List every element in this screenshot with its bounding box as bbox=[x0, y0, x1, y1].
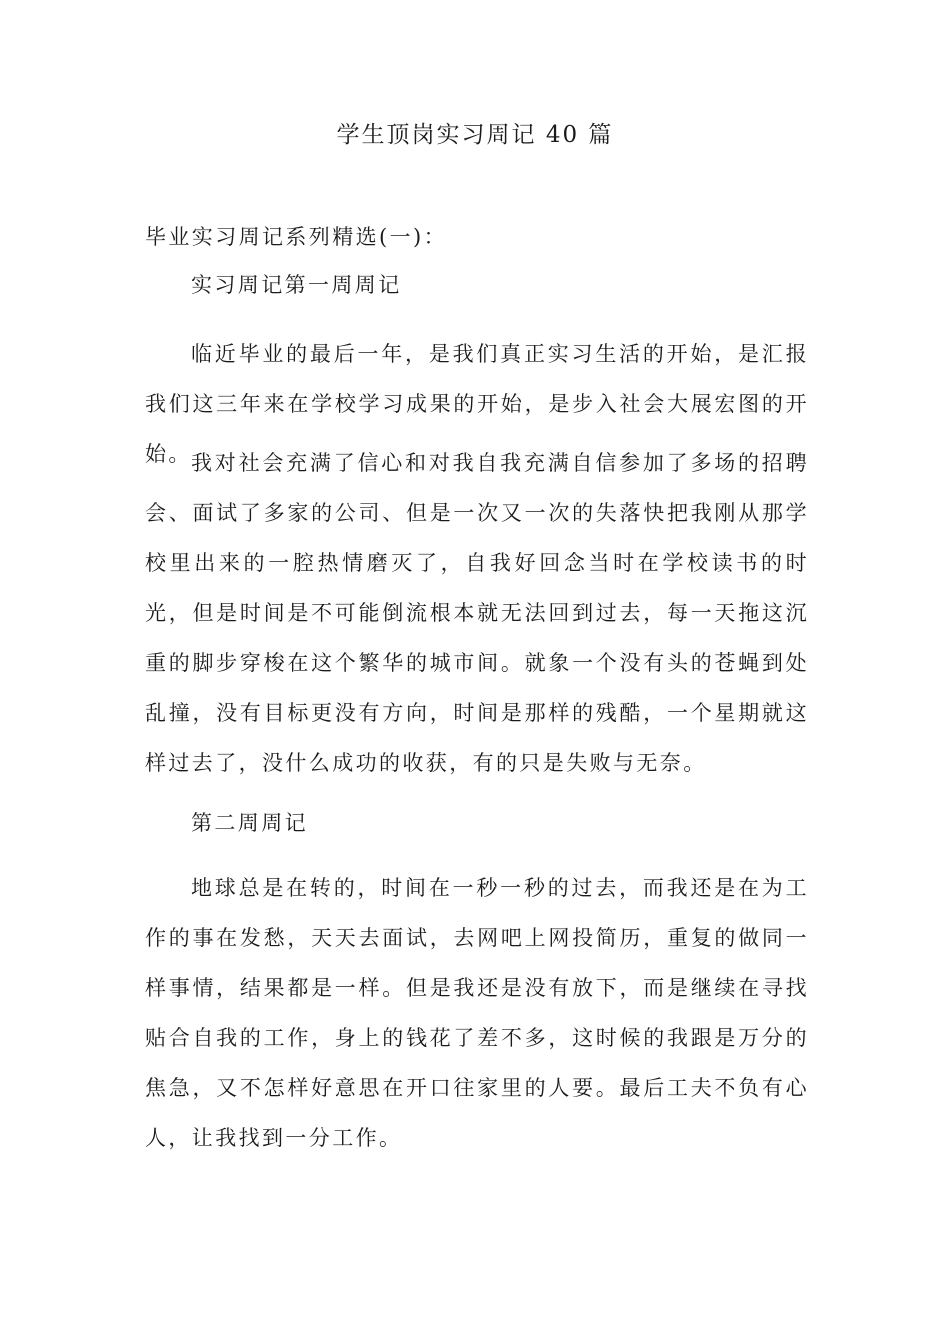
section-label: 毕业实习周记系列精选(一)： bbox=[145, 225, 447, 249]
week1-paragraph-1: 临近毕业的最后一年，是我们真正实习生活的开始，是汇报我们这三年来在学校学习成果的开始，是步入社会大展宏图的开始。 bbox=[145, 342, 809, 466]
week1-heading: 实习周记第一周周记 bbox=[191, 273, 402, 297]
document-title: 学生顶岗实习周记 40 篇 bbox=[336, 122, 614, 148]
week1-paragraph-2: 我对社会充满了信心和对我自我充满自信参加了多场的招聘会、面试了多家的公司、但是一次又一次的失落快把我刚从那学校里出来的一腔热情磨灭了，自我好回念当时在学校读书的时光，但是时间是不可能倒流根本就无法回到过去，每一天拖这沉重的脚步穿梭在这个繁华的城市间。就象一个没有头的苍蝇到处乱撞，没有目标更没有方向，时间是那样的残酷，一个星期就这样过去了，没什么成功的收获，有的只是失败与无奈。 bbox=[145, 451, 809, 775]
week2-heading: 第二周周记 bbox=[191, 811, 308, 835]
week2-paragraph-1: 地球总是在转的，时间在一秒一秒的过去，而我还是在为工作的事在发愁，天天去面试，去网吧上网投简历，重复的做同一样事情，结果都是一样。但是我还是没有放下，而是继续在寻找贴合自我的工作，身上的钱花了差不多，这时候的我跟是万分的焦急，又不怎样好意思在开口往家里的人要。最后工夫不负有心人，让我找到一分工作。 bbox=[145, 876, 809, 1150]
